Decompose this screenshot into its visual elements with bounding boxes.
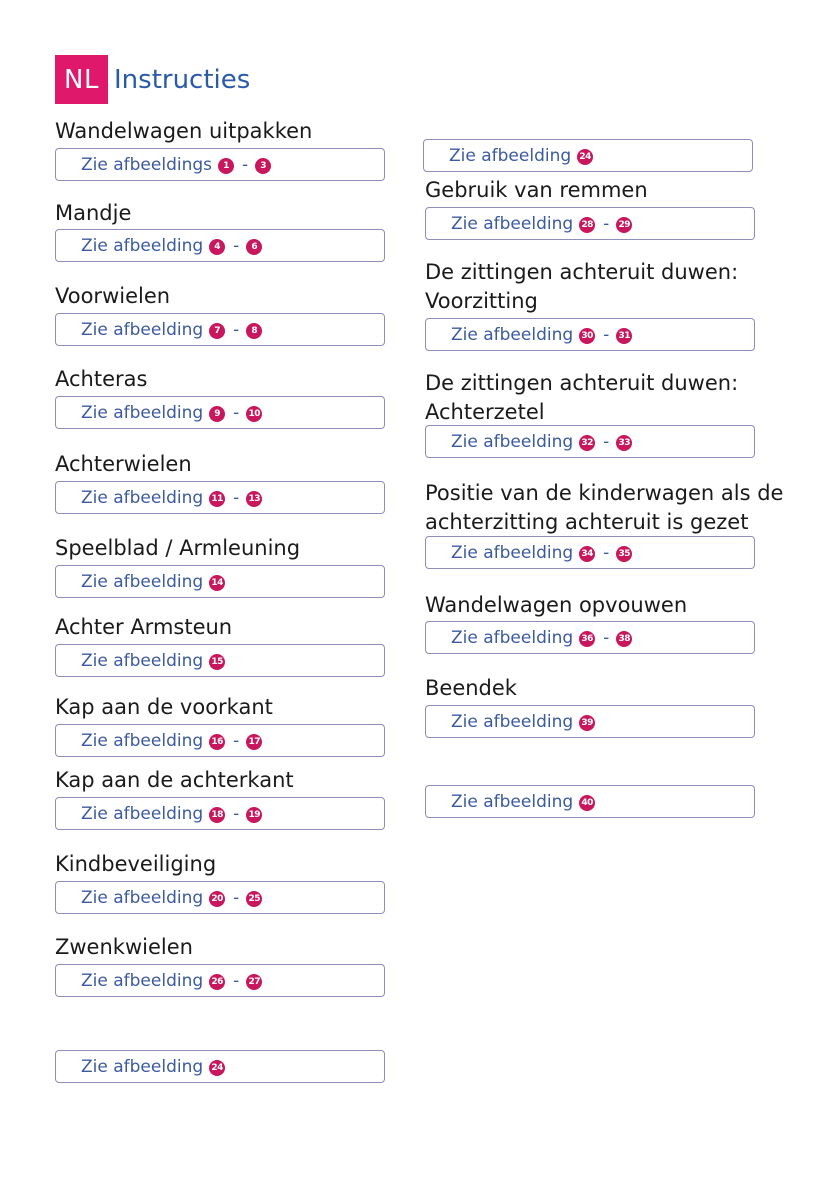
figure-number-badge: 25 xyxy=(246,891,262,907)
figure-number-badge: 11 xyxy=(209,491,225,507)
section-heading-line: Kap aan de achterkant xyxy=(55,768,294,792)
range-dash: - xyxy=(233,970,240,991)
section-heading xyxy=(55,613,232,642)
figure-number-badge: 30 xyxy=(579,328,595,344)
see-figure-label: Zie afbeelding xyxy=(81,402,204,423)
figure-number-badge: 29 xyxy=(616,217,632,233)
section-heading-line: Kap aan de voorkant xyxy=(55,695,273,719)
figure-reference-box[interactable] xyxy=(425,705,755,738)
section-heading-line: Kindbeveiliging xyxy=(55,852,217,876)
range-dash: - xyxy=(233,730,240,751)
figure-reference-box[interactable] xyxy=(55,481,385,514)
section-heading-line: Positie van de kinderwagen als de xyxy=(425,481,784,505)
figure-number-badge: 28 xyxy=(579,217,595,233)
section-heading-line: Speelblad / Armleuning xyxy=(55,536,301,560)
figure-number-badge: 7 xyxy=(209,323,225,339)
figure-number-badge: 10 xyxy=(246,406,262,422)
section-heading xyxy=(55,365,147,394)
section-heading xyxy=(425,479,783,537)
section-heading xyxy=(55,933,193,962)
range-dash: - xyxy=(603,542,610,563)
figure-number-badge: 32 xyxy=(579,435,595,451)
range-dash: - xyxy=(242,154,249,175)
section-heading xyxy=(55,282,170,311)
see-figure-label: Zie afbeelding xyxy=(451,542,574,563)
figure-number-badge: 27 xyxy=(246,974,262,990)
section-heading-line: Gebruik van remmen xyxy=(425,178,648,202)
figure-number-badge: 1 xyxy=(218,158,234,174)
figure-reference-box[interactable] xyxy=(55,964,385,997)
see-figure-label: Zie afbeelding xyxy=(81,487,204,508)
section-heading xyxy=(55,693,273,722)
section-heading-line: De zittingen achteruit duwen: xyxy=(425,260,739,284)
section-heading-line: Mandje xyxy=(55,201,132,225)
figure-number-badge: 14 xyxy=(209,575,225,591)
section-heading xyxy=(55,117,312,146)
header xyxy=(55,55,250,104)
section-heading-line: achterzitting achteruit is gezet xyxy=(425,510,749,534)
figure-reference-box[interactable] xyxy=(425,207,755,240)
range-dash: - xyxy=(603,431,610,452)
figure-number-badge: 40 xyxy=(579,795,595,811)
figure-number-badge: 36 xyxy=(579,631,595,647)
section-heading xyxy=(425,674,517,703)
section-heading-line: Wandelwagen uitpakken xyxy=(55,119,313,143)
section-heading xyxy=(425,369,738,427)
figure-reference-box[interactable] xyxy=(55,1050,385,1083)
see-figure-label: Zie afbeelding xyxy=(451,213,574,234)
section-heading-line: Achter Armsteun xyxy=(55,615,233,639)
section-heading-line: Achteras xyxy=(55,367,148,391)
page-title: Instructies xyxy=(114,64,251,95)
section-heading-line: Wandelwagen opvouwen xyxy=(425,593,688,617)
section-heading-line: De zittingen achteruit duwen: xyxy=(425,371,739,395)
figure-number-badge: 33 xyxy=(616,435,632,451)
figure-reference-box[interactable] xyxy=(55,148,385,181)
see-figure-label: Zie afbeelding xyxy=(451,627,574,648)
section-heading xyxy=(55,534,300,563)
section-heading-line: Voorzitting xyxy=(425,289,538,313)
see-figure-label: Zie afbeelding xyxy=(81,887,204,908)
figure-number-badge: 16 xyxy=(209,734,225,750)
figure-reference-box[interactable] xyxy=(425,425,755,458)
figure-number-badge: 19 xyxy=(246,807,262,823)
figure-number-badge: 3 xyxy=(255,158,271,174)
figure-number-badge: 26 xyxy=(209,974,225,990)
figure-reference-box[interactable] xyxy=(425,621,755,654)
see-figure-label: Zie afbeelding xyxy=(81,650,204,671)
range-dash: - xyxy=(233,235,240,256)
figure-reference-box[interactable] xyxy=(425,536,755,569)
section-heading-line: Voorwielen xyxy=(55,284,171,308)
section-heading-line: Achterwielen xyxy=(55,452,192,476)
figure-reference-box[interactable] xyxy=(55,724,385,757)
figure-number-badge: 24 xyxy=(577,149,593,165)
figure-reference-box[interactable] xyxy=(423,139,753,172)
see-figure-label: Zie afbeelding xyxy=(449,145,572,166)
see-figure-label: Zie afbeelding xyxy=(81,970,204,991)
section-heading-line: Beendek xyxy=(425,676,517,700)
see-figure-label: Zie afbeelding xyxy=(81,1056,204,1077)
range-dash: - xyxy=(233,402,240,423)
figure-number-badge: 38 xyxy=(616,631,632,647)
section-heading xyxy=(425,591,687,620)
see-figure-label: Zie afbeelding xyxy=(451,324,574,345)
figure-number-badge: 31 xyxy=(616,328,632,344)
see-figure-label: Zie afbeelding xyxy=(81,730,204,751)
range-dash: - xyxy=(233,487,240,508)
see-figure-label: Zie afbeelding xyxy=(81,803,204,824)
figure-reference-box[interactable] xyxy=(55,313,385,346)
section-heading xyxy=(55,766,294,795)
range-dash: - xyxy=(603,324,610,345)
see-figure-label: Zie afbeelding xyxy=(451,791,574,812)
range-dash: - xyxy=(233,319,240,340)
figure-number-badge: 20 xyxy=(209,891,225,907)
see-figure-label: Zie afbeelding xyxy=(81,319,204,340)
see-figure-label: Zie afbeelding xyxy=(451,711,574,732)
section-heading-line: Zwenkwielen xyxy=(55,935,193,959)
range-dash: - xyxy=(603,627,610,648)
see-figure-label: Zie afbeeldings xyxy=(81,154,213,175)
see-figure-label: Zie afbeelding xyxy=(451,431,574,452)
range-dash: - xyxy=(233,803,240,824)
figure-reference-box[interactable] xyxy=(425,785,755,818)
figure-reference-box[interactable] xyxy=(55,229,385,262)
see-figure-label: Zie afbeelding xyxy=(81,235,204,256)
figure-number-badge: 15 xyxy=(209,654,225,670)
section-heading xyxy=(55,199,131,228)
figure-reference-box[interactable] xyxy=(55,881,385,914)
section-heading xyxy=(55,850,216,879)
figure-number-badge: 6 xyxy=(246,239,262,255)
figure-reference-box[interactable] xyxy=(55,396,385,429)
section-heading xyxy=(425,258,738,316)
section-heading-line: Achterzetel xyxy=(425,400,545,424)
range-dash: - xyxy=(603,213,610,234)
figure-number-badge: 13 xyxy=(246,491,262,507)
figure-reference-box[interactable] xyxy=(55,644,385,677)
figure-number-badge: 18 xyxy=(209,807,225,823)
figure-number-badge: 34 xyxy=(579,546,595,562)
figure-number-badge: 9 xyxy=(209,406,225,422)
figure-number-badge: 35 xyxy=(616,546,632,562)
figure-number-badge: 8 xyxy=(246,323,262,339)
range-dash: - xyxy=(233,887,240,908)
figure-reference-box[interactable] xyxy=(425,318,755,351)
figure-reference-box[interactable] xyxy=(55,797,385,830)
figure-number-badge: 4 xyxy=(209,239,225,255)
figure-number-badge: 39 xyxy=(579,715,595,731)
language-badge: NL xyxy=(55,55,108,104)
figure-number-badge: 17 xyxy=(246,734,262,750)
figure-reference-box[interactable] xyxy=(55,565,385,598)
figure-number-badge: 24 xyxy=(209,1060,225,1076)
section-heading xyxy=(55,450,192,479)
see-figure-label: Zie afbeelding xyxy=(81,571,204,592)
section-heading xyxy=(425,176,648,205)
